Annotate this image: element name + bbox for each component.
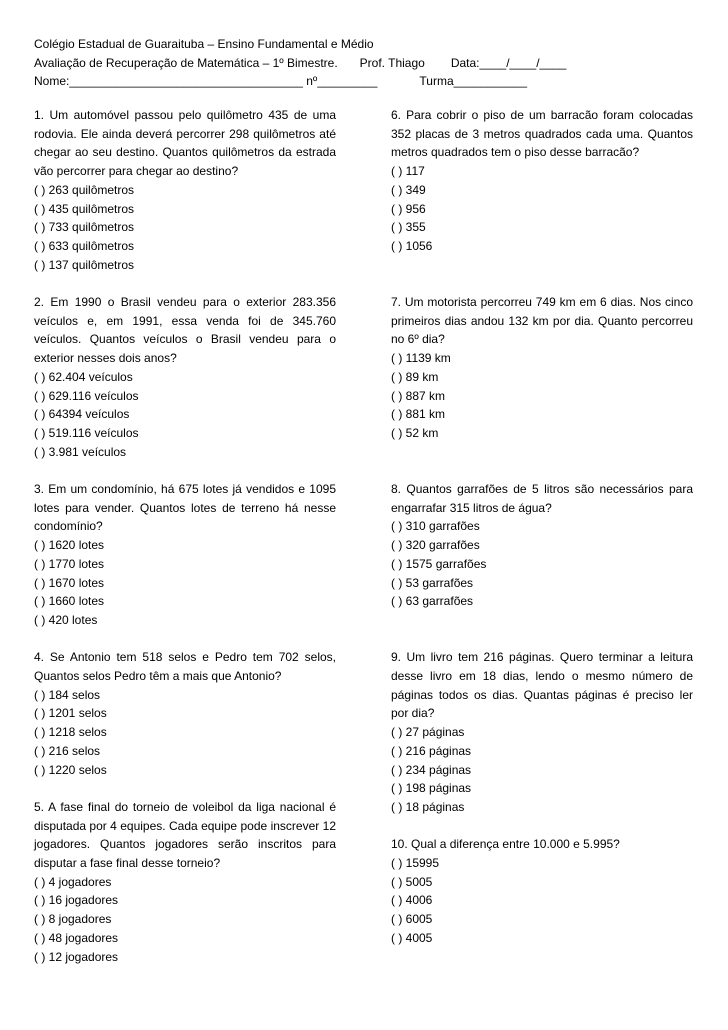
question-4 bbox=[34, 648, 336, 779]
answer-option[interactable]: ( ) 1660 lotes bbox=[34, 594, 105, 609]
question-text: 9. Um livro tem 216 páginas. Quero terminar a leitura desse livro em 18 dias, lendo o mesmo número de páginas todos os dias. Quantas páginas é preciso ler por dia? bbox=[391, 650, 693, 721]
answer-option[interactable]: ( ) 5005 bbox=[391, 874, 433, 889]
student-line bbox=[34, 72, 704, 91]
answer-option[interactable]: ( ) 633 quilômetros bbox=[34, 238, 135, 253]
answer-option[interactable]: ( ) 18 páginas bbox=[391, 799, 465, 814]
question-text: 4. Se Antonio tem 518 selos e Pedro tem 702 selos, Quantos selos Pedro têm a mais que Antonio? bbox=[34, 650, 336, 684]
question-6 bbox=[391, 106, 693, 256]
answer-option[interactable]: ( ) 1770 lotes bbox=[34, 556, 105, 571]
answer-option[interactable]: ( ) 519.116 veículos bbox=[34, 425, 139, 440]
answer-option[interactable]: ( ) 15995 bbox=[391, 856, 440, 871]
answer-option[interactable]: ( ) 48 jogadores bbox=[34, 930, 119, 945]
answer-option[interactable]: ( ) 53 garrafões bbox=[391, 575, 474, 590]
answer-option[interactable]: ( ) 310 garrafões bbox=[391, 519, 480, 534]
answer-option[interactable]: ( ) 1139 km bbox=[391, 351, 451, 366]
answer-option[interactable]: ( ) 3.981 veículos bbox=[34, 444, 127, 459]
question-text: 6. Para cobrir o piso de um barracão foram colocadas 352 placas de 3 metros quadrados cada uma. Quantos metros quadrados tem o piso desse barracão? bbox=[391, 108, 693, 160]
answer-option[interactable]: ( ) 435 quilômetros bbox=[34, 201, 135, 216]
answer-option[interactable]: ( ) 629.116 veículos bbox=[34, 388, 139, 403]
answer-option[interactable]: ( ) 16 jogadores bbox=[34, 893, 119, 908]
question-text: 1. Um automóvel passou pelo quilômetro 435 de uma rodovia. Ele ainda deverá percorrer 298 quilômetros até chegar ao seu destino. Quantos quilômetros da estrada vão percorrer para chegar ao destino? bbox=[34, 108, 336, 179]
question-5 bbox=[34, 798, 336, 966]
answer-option[interactable]: ( ) 198 páginas bbox=[391, 781, 472, 796]
date-field[interactable]: Data:____/____/____ bbox=[450, 55, 567, 70]
assessment-line bbox=[34, 54, 704, 73]
answer-option[interactable]: ( ) 234 páginas bbox=[391, 762, 472, 777]
answer-option[interactable]: ( ) 1670 lotes bbox=[34, 575, 105, 590]
answer-option[interactable]: ( ) 4 jogadores bbox=[34, 874, 112, 889]
question-text: 3. Em um condomínio, há 675 lotes já vendidos e 1095 lotes para vender. Quantos lotes de terreno há nesse condomínio? bbox=[34, 482, 336, 534]
question-1 bbox=[34, 106, 336, 274]
question-text: 5. A fase final do torneio de voleibol da liga nacional é disputada por 4 equipes. Cada equipe pode inscrever 12 jogadores. Quantos jogadores serão inscritos para disputar a fase final desse torneio? bbox=[34, 799, 336, 871]
question-text: 8. Quantos garrafões de 5 litros são necessários para engarrafar 315 litros de água? bbox=[391, 482, 693, 515]
answer-option[interactable]: ( ) 63 garrafões bbox=[391, 594, 474, 609]
answer-option[interactable]: ( ) 4005 bbox=[391, 930, 433, 945]
answer-option[interactable]: ( ) 184 selos bbox=[34, 687, 101, 702]
student-name-field[interactable]: Nome:___________________________________ nº_________ bbox=[34, 74, 378, 88]
answer-option[interactable]: ( ) 137 quilômetros bbox=[34, 257, 135, 272]
answer-option[interactable]: ( ) 956 bbox=[391, 201, 426, 216]
answer-option[interactable]: ( ) 1201 selos bbox=[34, 706, 107, 721]
answer-option[interactable]: ( ) 89 km bbox=[391, 369, 439, 384]
assessment-title: Avaliação de Recuperação de Matemática – 1º Bimestre. bbox=[34, 55, 338, 70]
question-2 bbox=[34, 293, 336, 461]
answer-option[interactable]: ( ) 733 quilômetros bbox=[34, 220, 135, 235]
answer-option[interactable]: ( ) 1218 selos bbox=[34, 725, 107, 740]
question-9 bbox=[391, 648, 693, 816]
exam-header bbox=[34, 35, 704, 91]
class-field[interactable]: Turma___________ bbox=[419, 74, 528, 88]
answer-option[interactable]: ( ) 881 km bbox=[391, 407, 446, 422]
teacher-name: Prof. Thiago bbox=[359, 55, 425, 70]
answer-option[interactable]: ( ) 320 garrafões bbox=[391, 538, 480, 553]
question-7 bbox=[391, 293, 693, 443]
left-column bbox=[34, 106, 336, 966]
answer-option[interactable]: ( ) 216 selos bbox=[34, 743, 101, 758]
answer-option[interactable]: ( ) 6005 bbox=[391, 912, 433, 927]
answer-option[interactable]: ( ) 263 quilômetros bbox=[34, 182, 135, 197]
answer-option[interactable]: ( ) 12 jogadores bbox=[34, 949, 119, 964]
question-8 bbox=[391, 480, 693, 611]
answer-option[interactable]: ( ) 27 páginas bbox=[391, 725, 465, 740]
right-column bbox=[391, 106, 693, 948]
answer-option[interactable]: ( ) 62.404 veículos bbox=[34, 369, 133, 384]
answer-option[interactable]: ( ) 52 km bbox=[391, 425, 439, 440]
question-text: 2. Em 1990 o Brasil vendeu para o exterior 283.356 veículos e, em 1991, essa venda foi de 345.760 veículos. Quantos veículos o Brasil vendeu para o exterior nesses dois anos? bbox=[34, 295, 336, 366]
school-name: Colégio Estadual de Guaraituba – Ensino Fundamental e Médio bbox=[34, 37, 374, 51]
question-text: 10. Qual a diferença entre 10.000 e 5.995? bbox=[391, 837, 620, 852]
question-10 bbox=[391, 835, 693, 947]
answer-option[interactable]: ( ) 887 km bbox=[391, 388, 446, 403]
answer-option[interactable]: ( ) 8 jogadores bbox=[34, 912, 112, 927]
answer-option[interactable]: ( ) 1575 garrafões bbox=[391, 556, 487, 571]
question-text: 7. Um motorista percorreu 749 km em 6 dias. Nos cinco primeiros dias andou 132 km por dia. Quanto percorreu no 6º dia? bbox=[391, 295, 693, 347]
answer-option[interactable]: ( ) 349 bbox=[391, 182, 426, 197]
answer-option[interactable]: ( ) 1220 selos bbox=[34, 762, 107, 777]
answer-option[interactable]: ( ) 216 páginas bbox=[391, 743, 472, 758]
answer-option[interactable]: ( ) 420 lotes bbox=[34, 612, 98, 627]
answer-option[interactable]: ( ) 1620 lotes bbox=[34, 538, 105, 553]
answer-option[interactable]: ( ) 4006 bbox=[391, 893, 433, 908]
question-3 bbox=[34, 480, 336, 630]
answer-option[interactable]: ( ) 117 bbox=[391, 164, 425, 179]
answer-option[interactable]: ( ) 64394 veículos bbox=[34, 407, 130, 422]
answer-option[interactable]: ( ) 1056 bbox=[391, 238, 433, 253]
answer-option[interactable]: ( ) 355 bbox=[391, 220, 426, 235]
